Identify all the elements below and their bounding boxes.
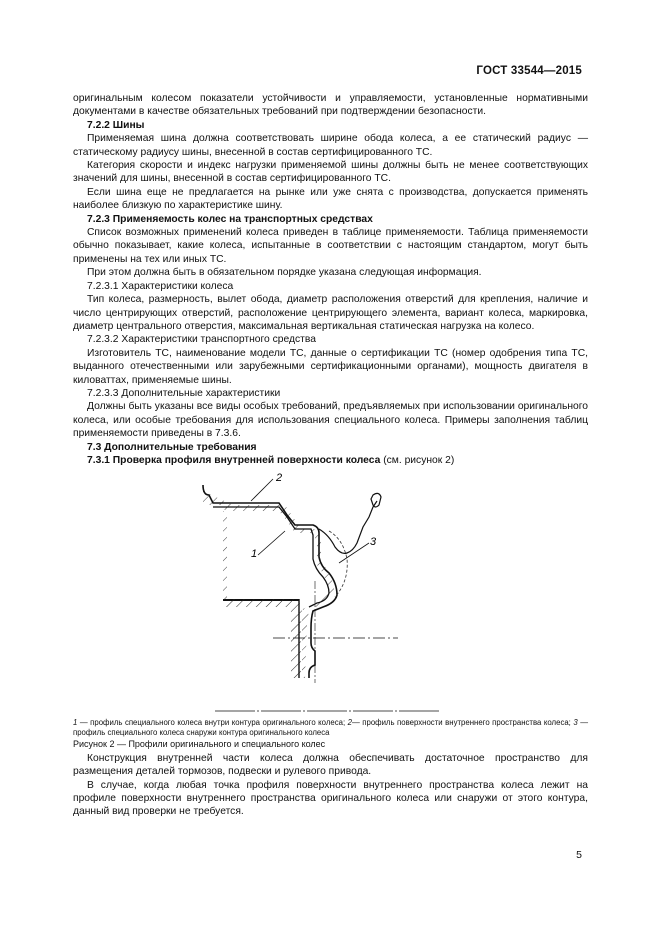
page-body bbox=[73, 92, 588, 819]
section-heading-7-3-1 bbox=[73, 454, 588, 467]
legend-text-1: — профиль специального колеса внутри контура оригинального колеса; bbox=[77, 718, 348, 728]
paragraph: оригинальным колесом показатели устойчивости и управляемости, установленные нормативными документами в качестве обязательных требований при подтверждении безопасности. bbox=[73, 93, 588, 118]
callout-2: 2 bbox=[276, 473, 283, 485]
wheel-profile-drawing bbox=[73, 473, 588, 718]
paragraph: Применяемая шина должна соответствовать ширине обода колеса, а ее статический радиус — статическому радиусу шины, внесенной в состав сертифицированного ТС. bbox=[73, 133, 588, 158]
legend-number-3: 3 bbox=[573, 718, 578, 728]
callout-1: 1 bbox=[251, 548, 258, 561]
subsection-heading-7-2-3-2: 7.2.3.2 Характеристики транспортного средства bbox=[87, 334, 316, 346]
section-heading-7-2-2: 7.2.2 Шины bbox=[87, 119, 145, 131]
heading-reference: (см. рисунок 2) bbox=[380, 454, 455, 466]
heading-text: 7.3.1 Проверка профиля внутренней поверхности колеса bbox=[87, 454, 381, 466]
subsection-heading-7-2-3-3: 7.2.3.3 Дополнительные характеристики bbox=[87, 387, 281, 399]
document-header: ГОСТ 33544—2015 bbox=[476, 65, 582, 77]
paragraph: Конструкция внутренней части колеса должна обеспечивать достаточное пространство для размещения деталей тормозов, подвески и рулевого привода. bbox=[73, 752, 588, 778]
figure-title: Рисунок 2 — Профили оригинального и специального колес bbox=[73, 739, 326, 750]
section-heading-7-2-3: 7.2.3 Применяемость колес на транспортных средствах bbox=[87, 213, 373, 225]
section-heading-7-3: 7.3 Дополнительные требования bbox=[87, 441, 257, 453]
subsection-heading-7-2-3-1: 7.2.3.1 Характеристики колеса bbox=[87, 280, 234, 292]
profile-line-3 bbox=[319, 501, 377, 553]
figure-wheel-profiles bbox=[73, 473, 588, 718]
legend-number-2: 2 bbox=[347, 718, 352, 728]
paragraph: Изготовитель ТС, наименование модели ТС, данные о сертификации ТС (номер одобрения типа ТС, выданного отечественными или зарубежными сертификационными органами), мощность двигателя в киловаттах, применяемые шины. bbox=[73, 347, 588, 386]
paragraph: Должны быть указаны все виды особых требований, предъявляемых при использовании оригинального колеса, или особые требования для использования специального колеса. Примеры заполнения таблиц применяемости приведены в 7.3.6. bbox=[73, 401, 588, 440]
legend-text-3: — профиль специального колеса снаружи контура оригинального колеса bbox=[73, 718, 589, 738]
figure-legend bbox=[73, 718, 588, 738]
page-number: 5 bbox=[576, 849, 582, 861]
paragraph: Тип колеса, размерность, вылет обода, диаметр расположения отверстий для крепления, наличие и число центрирующих отверстий, расположение центрирующего элемента, вариант колеса, маркировка, диаметр центрального отверстия, максимальная вертикальная статическая нагрузка на колесо. bbox=[73, 294, 588, 332]
callout-3: 3 bbox=[370, 536, 377, 549]
paragraph: Если шина еще не предлагается на рынке или уже снята с производства, допускается применять наиболее близкую по характеристике шину. bbox=[73, 186, 588, 212]
hatched-wall bbox=[223, 599, 299, 678]
paragraph: В случае, когда любая точка профиля поверхности внутреннего пространства колеса лежит на профиле поверхности внутреннего пространства оригинального колеса или снаружи от этого контура, данный вид проверки не требуется. bbox=[73, 779, 588, 818]
legend-number-1: 1 bbox=[73, 718, 78, 728]
paragraph: При этом должна быть в обязательном порядке указана следующая информация. bbox=[87, 267, 482, 279]
paragraph: Список возможных применений колеса приведен в таблице применяемости. Таблица применяемости обычно показывает, какие колеса, испытанные в соответствии с настоящим стандартом, могут быть применены на тех или иных ТС. bbox=[73, 227, 588, 265]
paragraph: Категория скорости и индекс нагрузки применяемой шины должны быть не менее соответствующих значений для шины, внесенной в состав сертифицированного ТС. bbox=[73, 160, 588, 185]
legend-text-2: — профиль поверхности внутреннего пространства колеса; bbox=[351, 718, 574, 728]
